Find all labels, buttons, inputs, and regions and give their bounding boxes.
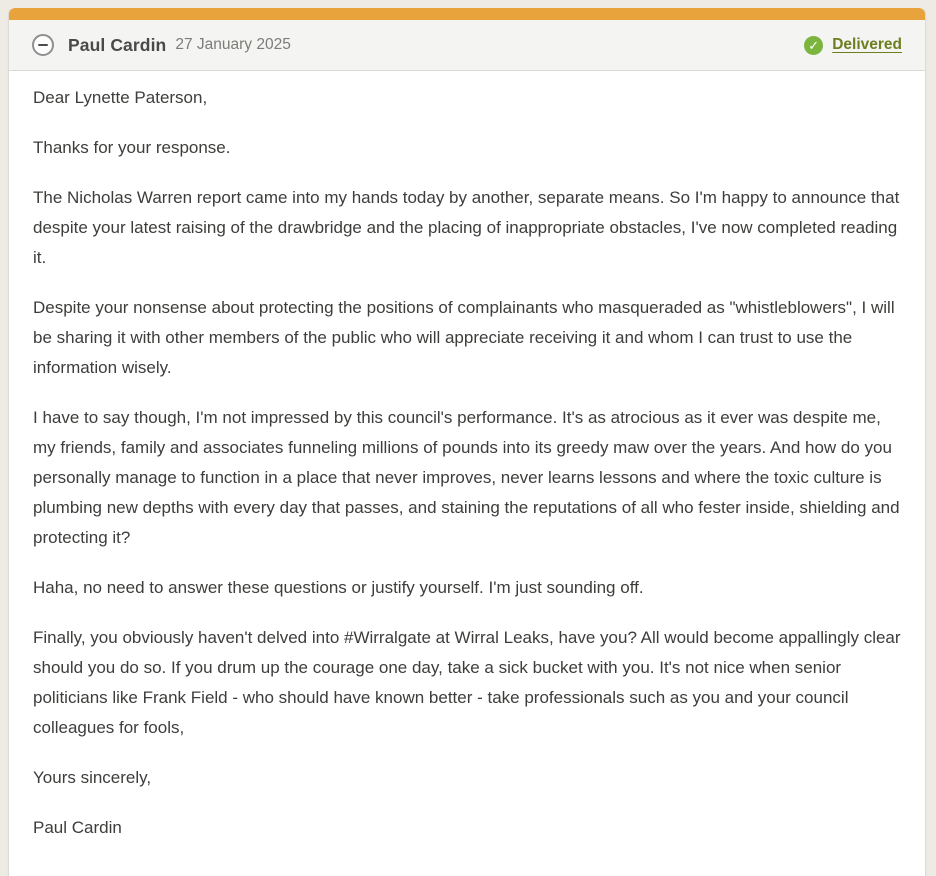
body-paragraph: Thanks for your response. (33, 138, 231, 157)
delivered-status-link[interactable]: Delivered (832, 36, 902, 53)
minus-icon (38, 44, 48, 47)
sender-name: Paul Cardin (68, 34, 167, 55)
check-circle-icon: ✓ (804, 36, 823, 55)
salutation-paragraph: Dear Lynette Paterson, (33, 88, 208, 107)
body-paragraph: Despite your nonsense about protecting the positions of complainants who masqueraded as "whistleblowers", I will be sharing it with other members of the public who will appreciate receiving it and whom I can trust to use the information wisely. (33, 298, 895, 377)
message-card (8, 8, 926, 876)
delivery-status (804, 36, 902, 55)
message-header (9, 20, 925, 71)
signature-paragraph: Paul Cardin (33, 818, 122, 837)
message-body (9, 71, 925, 873)
collapse-message-button[interactable] (32, 34, 54, 56)
body-paragraph: Haha, no need to answer these questions or justify yourself. I'm just sounding off. (33, 578, 644, 597)
body-paragraph: I have to say though, I'm not impressed by this council's performance. It's as atrocious as it ever was despite me, my friends, family and associates funneling millions of pounds into its greedy maw over the years. And how do you personally manage to function in a place that never improves, never learns lessons and where the toxic culture is plumbing new depths with every day that passes, and staining the reputations of all who fester inside, shielding and protecting it? (33, 408, 900, 547)
body-paragraph: Finally, you obviously haven't delved into #Wirralgate at Wirral Leaks, have you? All would become appallingly clear should you do so. If you drum up the courage one day, take a sick bucket with you. It's not nice when senior politicians like Frank Field - who should have known better - take professionals such as you and your council colleagues for fools, (33, 628, 901, 737)
message-accent-bar (9, 8, 925, 20)
message-date: 27 January 2025 (175, 36, 291, 53)
closing-paragraph: Yours sincerely, (33, 768, 152, 787)
body-paragraph: The Nicholas Warren report came into my hands today by another, separate means. So I'm happy to announce that despite your latest raising of the drawbridge and the placing of inappropriate obstacles, I've now completed reading it. (33, 188, 900, 267)
